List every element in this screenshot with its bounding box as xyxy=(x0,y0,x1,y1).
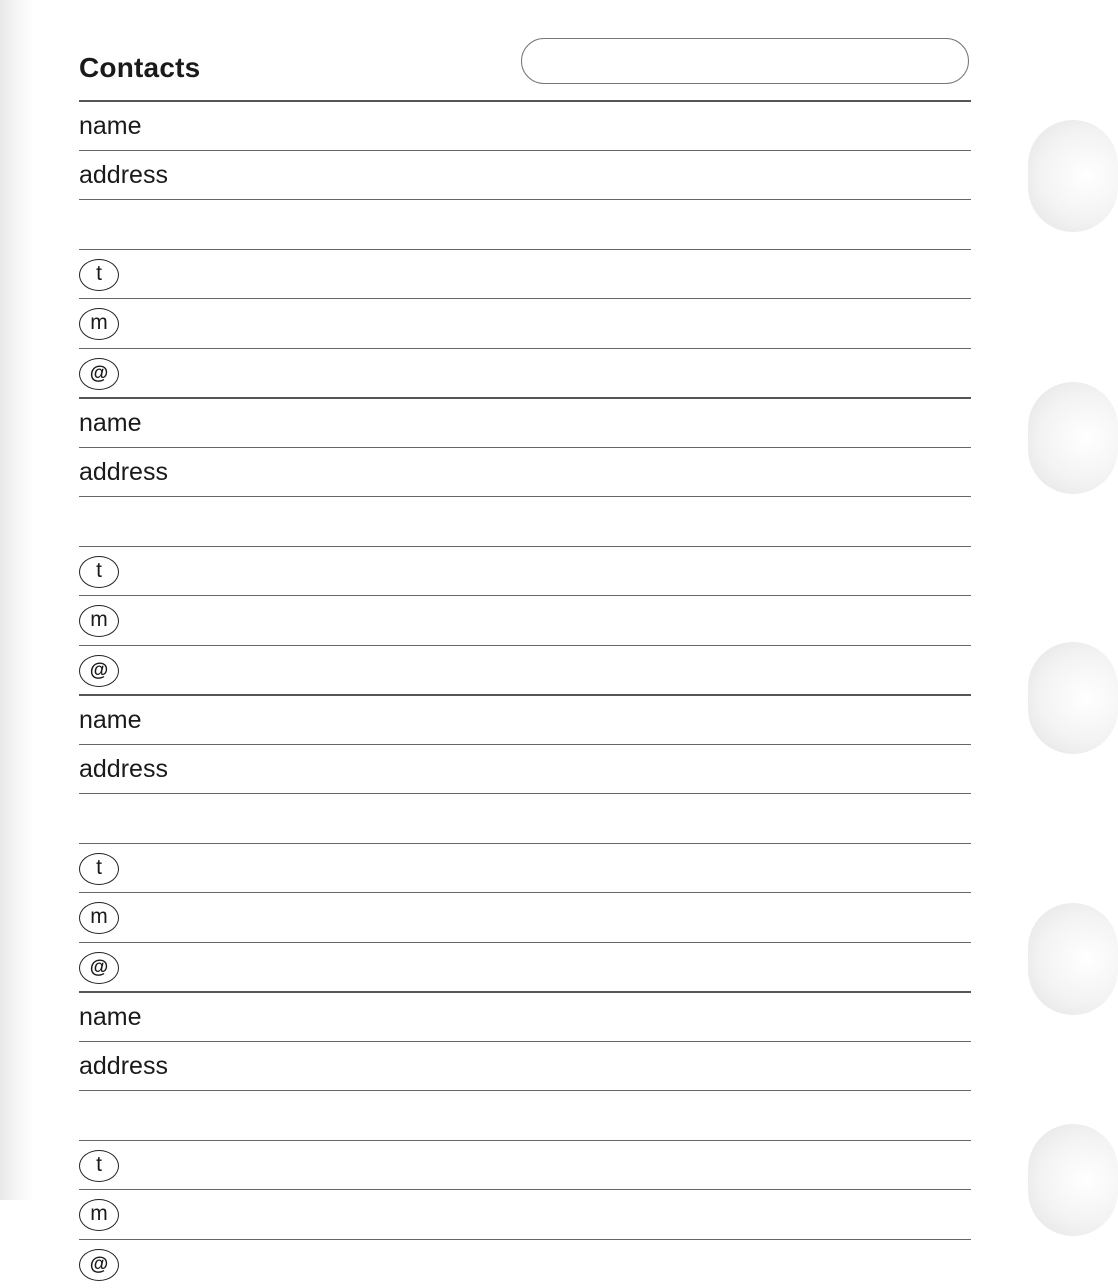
email-icon: @ xyxy=(79,655,119,687)
address-continued-row[interactable] xyxy=(79,496,971,546)
address-continued-row[interactable] xyxy=(79,1090,971,1140)
mobile-icon: m xyxy=(79,308,119,340)
telephone-icon: t xyxy=(79,853,119,885)
address-label: address xyxy=(79,755,168,783)
page-title: Contacts xyxy=(79,52,200,84)
binding-edge-shadow xyxy=(0,0,34,1200)
contact-entries xyxy=(79,100,971,1288)
email-row[interactable] xyxy=(79,942,971,992)
mobile-icon: m xyxy=(79,1199,119,1231)
telephone-icon: t xyxy=(79,259,119,291)
address-label: address xyxy=(79,1052,168,1080)
mobile-row[interactable] xyxy=(79,595,971,645)
name-row[interactable] xyxy=(79,100,971,150)
address-row[interactable] xyxy=(79,447,971,497)
contacts-page xyxy=(79,0,971,1200)
punch-hole xyxy=(1028,1124,1118,1236)
section-title-box[interactable] xyxy=(521,38,969,84)
telephone-icon: t xyxy=(79,556,119,588)
email-row[interactable] xyxy=(79,1239,971,1288)
telephone-row[interactable] xyxy=(79,546,971,596)
mobile-row[interactable] xyxy=(79,892,971,942)
address-row[interactable] xyxy=(79,744,971,794)
punch-hole xyxy=(1028,120,1118,232)
email-icon: @ xyxy=(79,952,119,984)
address-row[interactable] xyxy=(79,150,971,200)
punch-hole xyxy=(1028,642,1118,754)
email-icon: @ xyxy=(79,1249,119,1281)
mobile-row[interactable] xyxy=(79,298,971,348)
mobile-icon: m xyxy=(79,902,119,934)
name-row[interactable] xyxy=(79,991,971,1041)
name-label: name xyxy=(79,1003,142,1031)
telephone-row[interactable] xyxy=(79,249,971,299)
address-continued-row[interactable] xyxy=(79,793,971,843)
address-label: address xyxy=(79,161,168,189)
email-row[interactable] xyxy=(79,348,971,398)
address-row[interactable] xyxy=(79,1041,971,1091)
telephone-row[interactable] xyxy=(79,1140,971,1190)
telephone-row[interactable] xyxy=(79,843,971,893)
mobile-icon: m xyxy=(79,605,119,637)
email-row[interactable] xyxy=(79,645,971,695)
email-icon: @ xyxy=(79,358,119,390)
name-row[interactable] xyxy=(79,694,971,744)
mobile-row[interactable] xyxy=(79,1189,971,1239)
address-label: address xyxy=(79,458,168,486)
punch-hole xyxy=(1028,903,1118,1015)
name-label: name xyxy=(79,706,142,734)
telephone-icon: t xyxy=(79,1150,119,1182)
name-row[interactable] xyxy=(79,397,971,447)
punch-hole xyxy=(1028,382,1118,494)
name-label: name xyxy=(79,112,142,140)
address-continued-row[interactable] xyxy=(79,199,971,249)
name-label: name xyxy=(79,409,142,437)
